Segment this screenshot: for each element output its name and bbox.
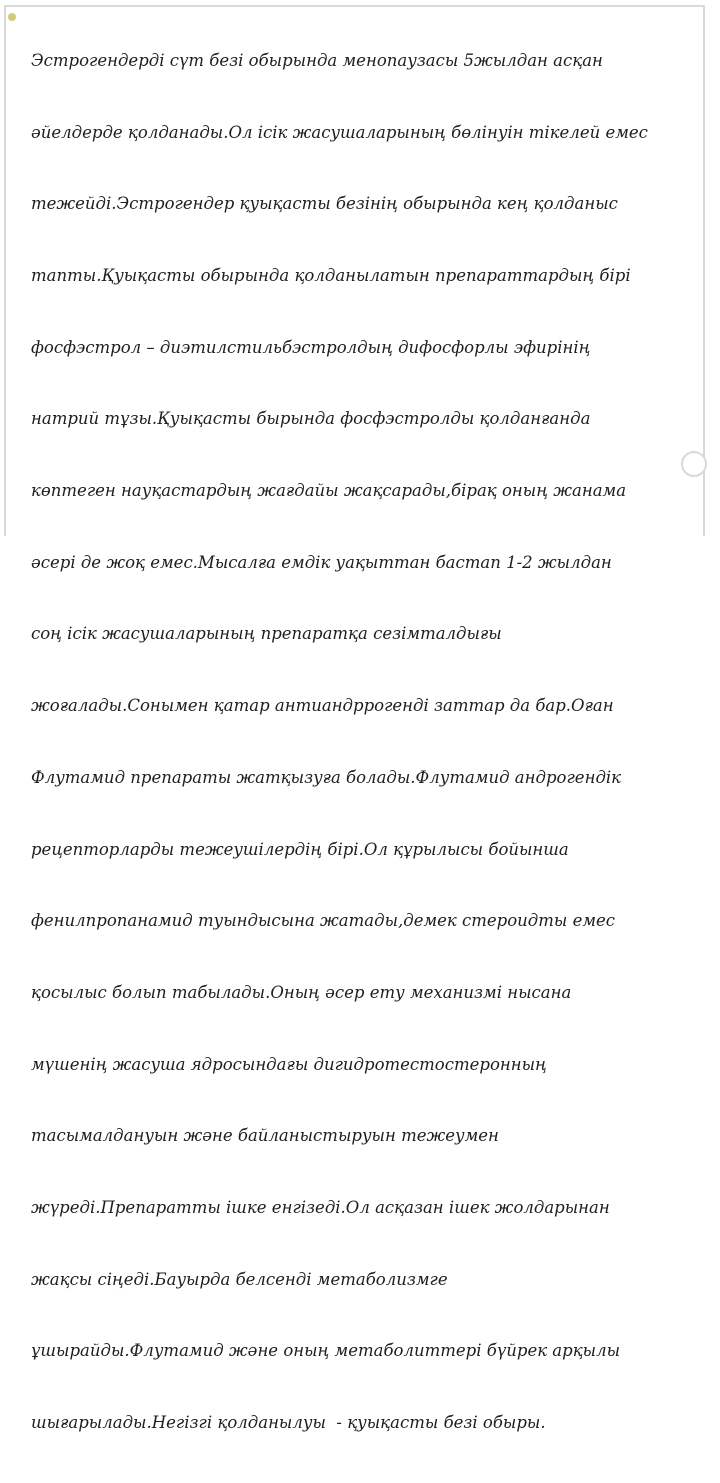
text-line: қосылыс болып табылады.Оның әсер ету механизмі нысана [31,982,572,1002]
bullet-dot-icon [8,13,16,21]
text-line: тасымалдануын және байланыстыруын тежеумен [31,1126,499,1146]
text-line: жүреді.Препаратты ішке енгізеді.Ол асқазан ішек жолдарынан [31,1198,610,1218]
text-line: рецепторларды тежеушілердің бірі.Ол құрылысы бойынша [31,839,569,859]
text-line: ұшырайды.Флутамид және оның метаболиттері бүйрек арқылы [31,1341,621,1361]
text-line: фенилпропанамид туындысына жатады,демек стероидты емес [31,911,616,931]
text-line: жақсы сіңеді.Бауырда белсенді метаболизмге [31,1269,448,1289]
text-line: шығарылады.Негізгі қолданылуы - қуықасты безі обыры. [31,1413,546,1433]
text-line: жоғалады.Сонымен қатар антиандррогенді заттар да бар.Оған [31,696,614,716]
text-line: мүшенің жасуша ядросындағы дигидротестостеронның [31,1054,547,1074]
text-line: фосфэстрол – диэтилстильбэстролдың дифосфорлы эфирінің [31,337,591,357]
text-line: натрий тұзы.Қуықасты бырында фосфэстролды қолданғанда [31,409,591,429]
text-line: әсері де жоқ емес.Мысалға емдік уақыттан бастап 1-2 жылдан [31,552,612,572]
text-line: көптеген науқастардың жағдайы жақсарады,бірақ оның жанама [31,481,627,501]
text-line: Флутамид препараты жатқызуға болады.Флутамид андрогендік [31,767,622,787]
text-line: тапты.Қуықасты обырында қолданылатын препараттардың бірі [31,265,631,285]
text-line: тежейді.Эстрогендер қуықасты безінің обырында кең қолданыс [31,194,618,214]
slide-body-text [31,1,693,1483]
text-line: әйелдерде қолданады.Ол ісік жасушаларының бөлінуін тікелей емес [31,122,648,142]
text-line: соң ісік жасушаларының препаратқа сезімталдығы [31,624,502,644]
text-line: Эстрогендерді сүт безі обырында менопаузасы 5жылдан асқан [31,50,603,70]
